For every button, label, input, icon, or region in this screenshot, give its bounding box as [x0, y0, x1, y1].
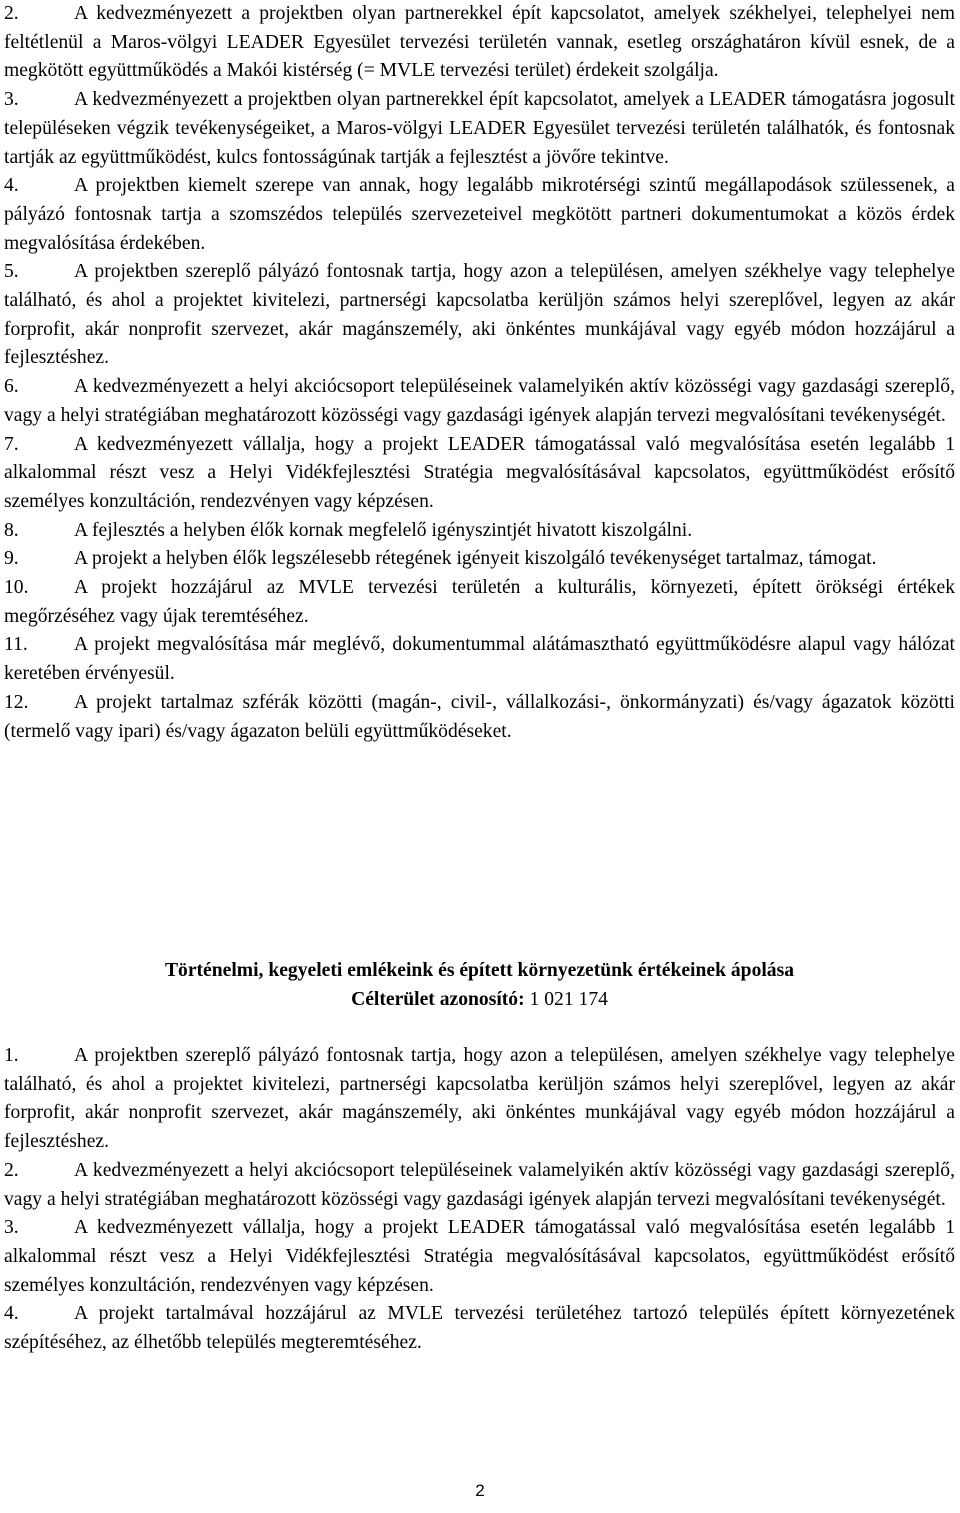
list-item [4, 258, 955, 373]
list-item [4, 1214, 955, 1300]
item-text: A projekt a helyben élők legszélesebb rétegének igényeit kiszolgáló tevékenységet tartalmaz, támogat. [74, 548, 877, 570]
item-number: 2. [4, 3, 19, 24]
item-number: 5. [4, 261, 19, 283]
item-text: A projekt megvalósítása már meglévő, dokumentummal alátámasztható együttműködésre alapul vagy hálózat keretében érvényesül. [4, 634, 955, 685]
item-text: A projekt tartalmával hozzájárul az MVLE tervezési területéhez tartozó település épített környezetének szépítéséhez, az élhetőbb település megteremtéséhez. [4, 1303, 955, 1354]
item-text: A projektben szereplő pályázó fontosnak tartja, hogy azon a településen, amelyen székhelye vagy telephelye található, és ahol a projektet kivitelezi, partnerségi kapcsolatba kerüljön számos helyi szereplővel, legyen az akár forprofit, akár nonprofit szervezet, akár magánszemély, aki önkéntes munkájával vagy egyéb módon hozzájárul a fejlesztéshez. [4, 1045, 955, 1153]
list-item [4, 0, 955, 86]
list-item [4, 1042, 955, 1157]
item-text: A projekt hozzájárul az MVLE tervezési területén a kulturális, környezeti, épített örökségi értékek megőrzéséhez vagy újak teremtéséhez. [4, 577, 955, 627]
list-item [4, 545, 955, 574]
item-text: A kedvezményezett a helyi akciócsoport településeinek valamelyikén aktív közösségi vagy gazdasági szereplő, vagy a helyi stratégiában meghatározott közösségi vagy gazdasági igények alapján tervezi megvalósítani tevékenységét. [4, 1159, 955, 1210]
item-number: 2. [4, 1159, 19, 1181]
item-text: A kedvezményezett vállalja, hogy a projekt LEADER támogatással való megvalósítása esetén legalább 1 alkalommal részt vesz a Helyi Vidékfejlesztési Stratégia megvalósításával kapcsolatos, együttműködést erősítő személyes konzultáción, rendezvényen vagy képzésen. [4, 1217, 955, 1296]
item-text: A kedvezményezett vállalja, hogy a projekt LEADER támogatással való megvalósítása esetén legalább 1 alkalommal részt vesz a Helyi Vidékfejlesztési Stratégia megvalósításával kapcsolatos, együttműködést erősítő személyes konzultáción, rendezvényen vagy képzésen. [4, 433, 955, 512]
list-item [4, 1157, 955, 1214]
item-text: A projekt tartalmaz szférák közötti (magán-, civil-, vállalkozási-, önkormányzati) és/vagy ágazatok közötti (termelő vagy ipari) és/vagy ágazaton belüli együttműködéseket. [4, 691, 955, 742]
item-number: 12. [4, 691, 29, 713]
target-area-identifier [4, 985, 955, 1014]
item-text: A kedvezményezett a projektben olyan partnerekkel épít kapcsolatot, amelyek a LEADER támogatásra jogosult településeken végzik tevékenységeiket, a Maros-völgyi LEADER Egyesület tervezési területén találhatók, és fontosnak tartják az együttműködést, kulcs fontosságúnak tartják a fejlesztést a jövőre tekintve. [4, 89, 955, 168]
list-item [4, 631, 955, 688]
item-number: 9. [4, 548, 19, 570]
item-number: 8. [4, 519, 19, 541]
identifier-value: 1 021 174 [524, 989, 608, 1010]
list-item [4, 689, 955, 746]
section-heading [4, 956, 955, 1014]
item-number: 7. [4, 433, 19, 455]
list-item [4, 172, 955, 258]
item-number: 4. [4, 175, 19, 197]
item-text: A projektben kiemelt szerepe van annak, hogy legalább mikrotérségi szintű megállapodások szülessenek, a pályázó fontosnak tartja a szomszédos település szervezeteivel megkötött partneri dokumentumokat a közös érdek megvalósítása érdekében. [4, 175, 955, 254]
list-item [4, 373, 955, 430]
item-text: A projektben szereplő pályázó fontosnak tartja, hogy azon a településen, amelyen székhelye vagy telephelye található, és ahol a projektet kivitelezi, partnerségi kapcsolatba kerüljön számos helyi szereplővel, legyen az akár forprofit, akár nonprofit szervezet, akár magánszemély, aki önkéntes munkájával vagy egyéb módon hozzájárul a fejlesztéshez. [4, 261, 955, 369]
list-item [4, 431, 955, 517]
item-number: 6. [4, 376, 19, 398]
item-number: 3. [4, 1217, 19, 1239]
item-text: A kedvezményezett a helyi akciócsoport településeinek valamelyikén aktív közösségi vagy gazdasági szereplő, vagy a helyi stratégiában meghatározott közösségi vagy gazdasági igények alapján tervezi megvalósítani tevékenységét. [4, 376, 955, 426]
page-number: 2 [475, 1481, 485, 1500]
criteria-list-1 [4, 0, 955, 746]
item-text: A kedvezményezett a projektben olyan partnerekkel épít kapcsolatot, amelyek székhelyei, telephelyei nem feltétlenül a Maros-völgyi LEADER Egyesület tervezési területén vannak, esetleg országhatáron kívül esnek, de a megkötött együttműködés a Makói kistérség (= MVLE tervezési terület) érdekeit szolgálja. [4, 3, 955, 82]
list-item [4, 574, 955, 631]
list-item [4, 1300, 955, 1357]
item-number: 1. [4, 1045, 19, 1066]
identifier-label: Célterület azonosító: [351, 989, 525, 1010]
item-number: 11. [4, 634, 28, 656]
item-number: 3. [4, 89, 19, 111]
list-item [4, 86, 955, 172]
criteria-list-2 [4, 1042, 955, 1358]
section-title: Történelmi, kegyeleti emlékeink és épített környezetünk értékeinek ápolása [164, 960, 795, 981]
item-number: 4. [4, 1303, 19, 1325]
item-number: 10. [4, 577, 29, 599]
item-text: A fejlesztés a helyben élők kornak megfelelő igényszintjét hivatott kiszolgálni. [74, 519, 693, 541]
list-item [4, 517, 955, 546]
